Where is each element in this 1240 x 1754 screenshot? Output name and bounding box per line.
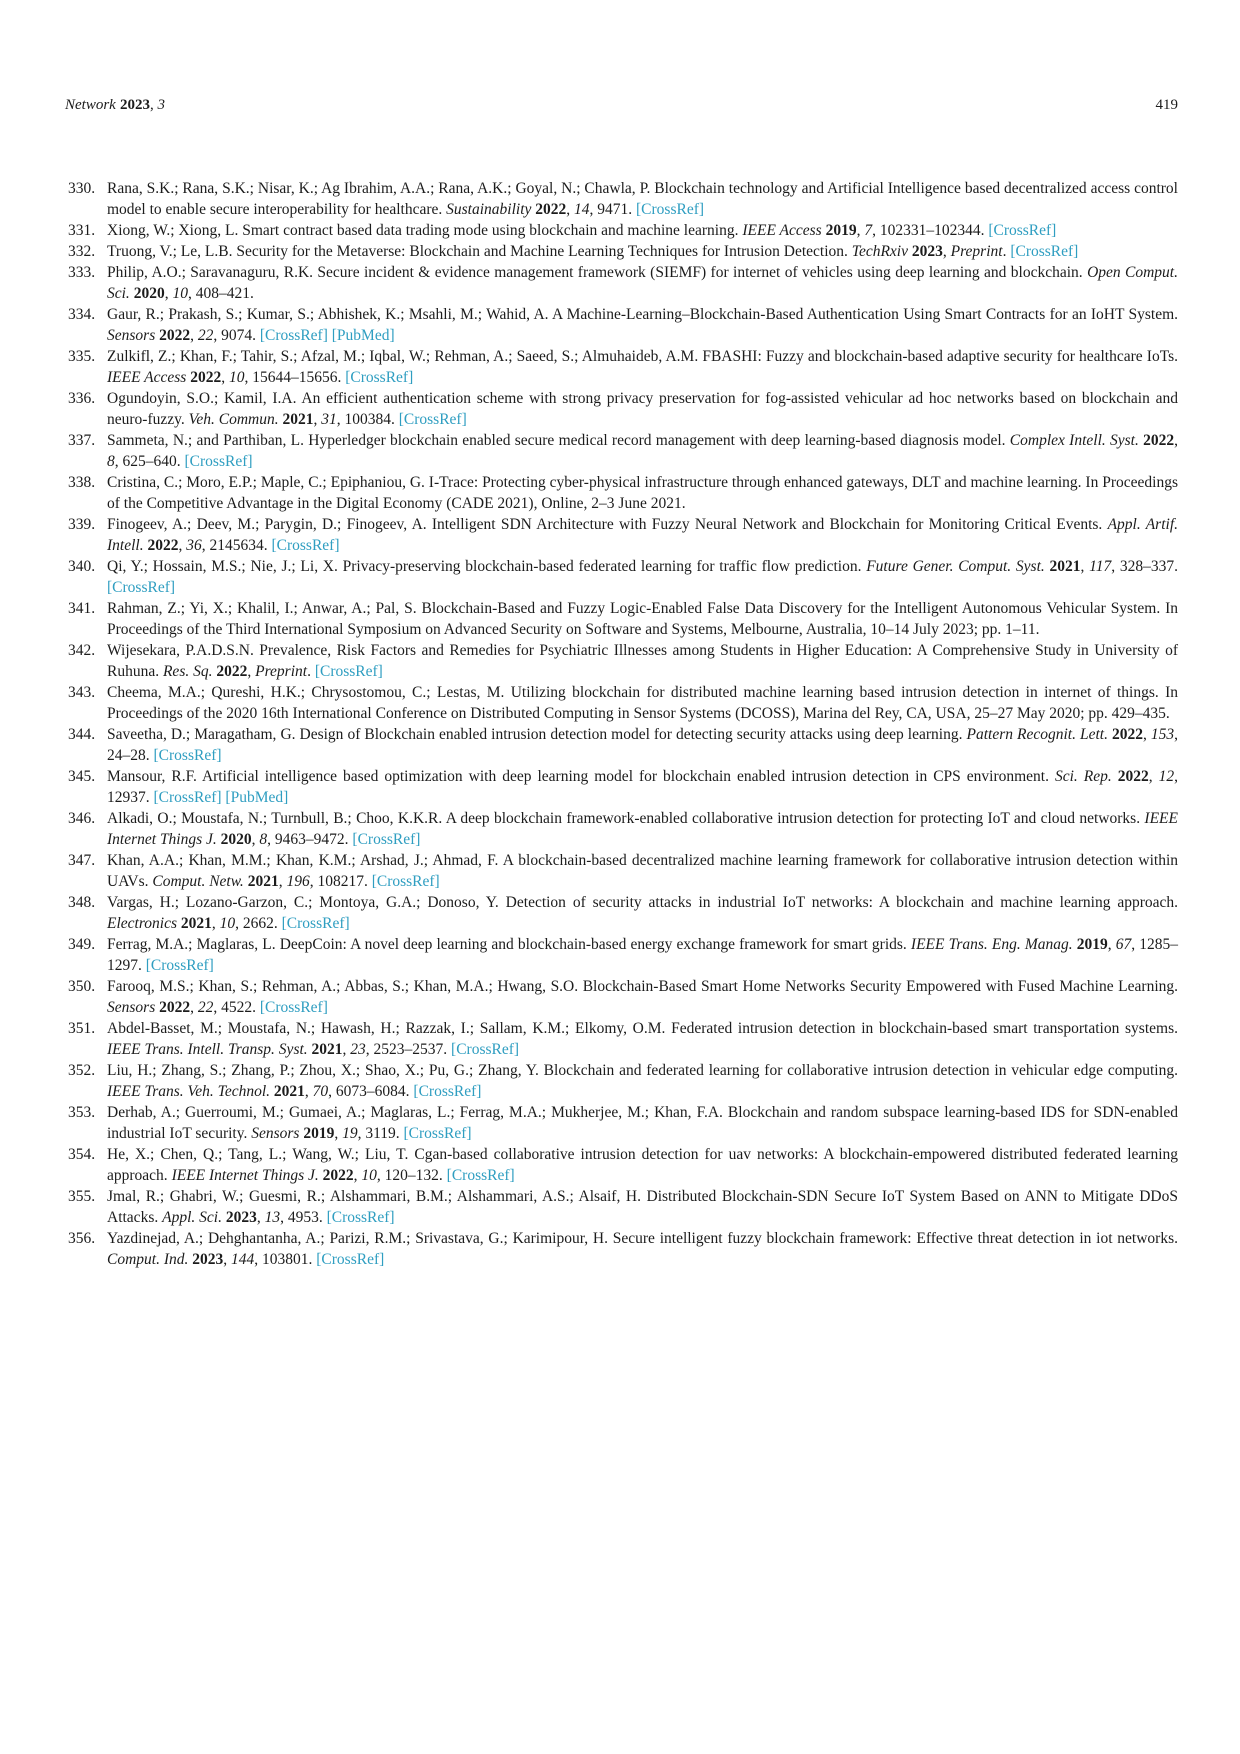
reference-plain-text: ,	[1148, 768, 1159, 785]
reference-text	[107, 514, 1178, 556]
crossref-link[interactable]: [CrossRef]	[326, 1209, 395, 1226]
reference-year: 2022	[147, 537, 179, 554]
reference-plain-text: Truong, V.; Le, L.B. Security for the Metaverse: Blockchain and Machine Learning Techniques for Intrusion Detection.	[107, 243, 852, 260]
reference-item	[68, 178, 1178, 220]
crossref-link[interactable]: [CrossRef]	[314, 663, 383, 680]
crossref-link[interactable]: [CrossRef]	[413, 1083, 482, 1100]
reference-year: 2019	[1076, 936, 1108, 953]
reference-number: 339.	[68, 516, 96, 533]
reference-plain-text: Xiong, W.; Xiong, L. Smart contract based data trading mode using blockchain and machine learning.	[107, 222, 743, 239]
reference-number: 341.	[68, 600, 96, 617]
reference-plain-text: , 103801.	[254, 1251, 317, 1268]
reference-plain-text: .	[307, 663, 315, 680]
reference-number: 334.	[68, 306, 96, 323]
reference-year: 2022	[159, 999, 191, 1016]
reference-italic-text: 36	[186, 537, 202, 554]
reference-italic-text: IEEE Access	[107, 369, 187, 386]
crossref-link[interactable]: [CrossRef]	[345, 369, 414, 386]
reference-plain-text: ,	[342, 1041, 351, 1058]
crossref-link[interactable]: [CrossRef]	[446, 1167, 515, 1184]
reference-plain-text: ,	[164, 285, 173, 302]
reference-plain-text: , 102331–102344.	[872, 222, 989, 239]
crossref-link[interactable]: [CrossRef]	[259, 327, 328, 344]
reference-text	[107, 1060, 1178, 1102]
reference-plain-text: Cristina, C.; Moro, E.P.; Maple, C.; Epiphaniou, G. I-Trace: Protecting cyber-physical infrastructure through enhanced gateways, DLT and machine learning. In Proceedings of the Competitive Advantage in the Digital Economy (CADE 2021), Online, 2–3 June 2021.	[107, 474, 1178, 512]
reference-item	[68, 934, 1178, 976]
reference-italic-text: 67	[1115, 936, 1132, 953]
reference-year: 2020	[220, 831, 252, 848]
reference-plain-text: ,	[334, 1125, 343, 1142]
reference-item	[68, 976, 1178, 1018]
reference-item	[68, 556, 1178, 598]
reference-list	[68, 178, 1178, 1270]
reference-item	[68, 346, 1178, 388]
reference-italic-text: 10	[228, 369, 245, 386]
reference-italic-text: Res. Sq.	[162, 663, 213, 680]
reference-year: 2021	[1049, 558, 1081, 575]
reference-text	[107, 304, 1178, 346]
reference-number: 348.	[68, 894, 96, 911]
reference-item	[68, 724, 1178, 766]
reference-plain-text: , 3119.	[357, 1125, 404, 1142]
reference-year: 2022	[216, 663, 248, 680]
reference-year: 2022	[1117, 768, 1149, 785]
reference-text	[107, 220, 1178, 241]
reference-number: 355.	[68, 1188, 96, 1205]
reference-text	[107, 934, 1178, 976]
reference-plain-text: Vargas, H.; Lozano-Garzon, C.; Montoya, G.A.; Donoso, Y. Detection of security attacks in industrial IoT networks: A blockchain and machine learning approach.	[107, 894, 1178, 911]
reference-text	[107, 640, 1178, 682]
reference-number: 352.	[68, 1062, 96, 1079]
reference-italic-text: Open Comput. Sci.	[107, 264, 1178, 302]
reference-item	[68, 808, 1178, 850]
reference-italic-text: Future Gener. Comput. Syst.	[866, 558, 1045, 575]
reference-plain-text: Alkadi, O.; Moustafa, N.; Turnbull, B.; Choo, K.K.R. A deep blockchain framework-enabled collaborative intrusion detection for protecting IoT and cloud networks.	[107, 810, 1145, 827]
reference-plain-text: , 9074.	[213, 327, 260, 344]
reference-text	[107, 1018, 1178, 1060]
reference-number: 340.	[68, 558, 96, 575]
reference-italic-text: IEEE Trans. Eng. Manag.	[910, 936, 1073, 953]
reference-year: 2019	[303, 1125, 335, 1142]
reference-italic-text: 70	[312, 1083, 329, 1100]
reference-year: 2023	[192, 1251, 224, 1268]
reference-item	[68, 220, 1178, 241]
running-head	[65, 97, 165, 114]
reference-italic-text: 153	[1150, 726, 1175, 743]
reference-plain-text: Rahman, Z.; Yi, X.; Khalil, I.; Anwar, A.; Pal, S. Blockchain-Based and Fuzzy Logic-Enabled False Data Discovery for the Intelligent Autonomous Vehicular System. In Proceedings of the Third International Symposium on Advanced Security on Software and Systems, Melbourne, Australia, 10–14 July 2023; pp. 1–11.	[107, 600, 1178, 638]
reference-number: 331.	[68, 222, 96, 239]
reference-item	[68, 262, 1178, 304]
reference-plain-text: ,	[223, 1251, 231, 1268]
journal-volume: 3	[157, 97, 166, 113]
reference-plain-text: Liu, H.; Zhang, S.; Zhang, P.; Zhou, X.; Shao, X.; Pu, G.; Zhang, Y. Blockchain and federated learning for collaborative intrusion detection in vehicular edge computing.	[107, 1062, 1178, 1079]
reference-text	[107, 682, 1178, 724]
crossref-link[interactable]: [CrossRef]	[153, 747, 222, 764]
reference-italic-text: Preprint	[255, 663, 308, 680]
reference-italic-text: 7	[864, 222, 873, 239]
reference-italic-text: TechRxiv	[851, 243, 908, 260]
reference-italic-text: 8	[259, 831, 268, 848]
reference-plain-text: .	[1002, 243, 1011, 260]
reference-plain-text: , 12937.	[107, 768, 1179, 806]
reference-italic-text: Comput. Ind.	[107, 1251, 189, 1268]
reference-italic-text: 19	[342, 1125, 358, 1142]
reference-plain-text: , 2145634.	[201, 537, 272, 554]
reference-number: 332.	[68, 243, 96, 260]
reference-plain-text: ,	[1174, 432, 1179, 449]
reference-year: 2023	[225, 1209, 257, 1226]
reference-italic-text: Electronics	[107, 915, 178, 932]
reference-year: 2021	[247, 873, 279, 890]
reference-item	[68, 850, 1178, 892]
reference-number: 333.	[68, 264, 96, 281]
reference-italic-text: 117	[1089, 558, 1112, 575]
reference-text	[107, 472, 1178, 514]
reference-number: 335.	[68, 348, 96, 365]
reference-text	[107, 976, 1178, 1018]
reference-item	[68, 430, 1178, 472]
crossref-link[interactable]: [CrossRef]	[259, 999, 328, 1016]
reference-plain-text: Yazdinejad, A.; Dehghantanha, A.; Parizi, R.M.; Srivastava, G.; Karimipour, H. Secure intelligent fuzzy blockchain framework: Effective threat detection in iot networks.	[107, 1230, 1178, 1247]
reference-italic-text: 31	[321, 411, 337, 428]
crossref-link[interactable]: [CrossRef]	[1010, 243, 1079, 260]
reference-plain-text: Khan, A.A.; Khan, M.M.; Khan, K.M.; Arshad, J.; Ahmad, F. A blockchain-based decentralized machine learning framework for collaborative intrusion detection within UAVs.	[107, 852, 1178, 890]
reference-text	[107, 1228, 1178, 1270]
reference-plain-text: , 108217.	[309, 873, 372, 890]
reference-text	[107, 346, 1178, 388]
reference-item	[68, 1228, 1178, 1270]
reference-plain-text: , 9471.	[589, 201, 636, 218]
reference-plain-text: , 6073–6084.	[328, 1083, 414, 1100]
crossref-link[interactable]: [CrossRef]	[153, 789, 222, 806]
journal-name: Network	[65, 97, 116, 113]
reference-plain-text: ,	[178, 537, 187, 554]
reference-item	[68, 1018, 1178, 1060]
reference-plain-text: Jmal, R.; Ghabri, W.; Guesmi, R.; Alshammari, B.M.; Alshammari, A.S.; Alsaif, H. Distributed Blockchain-SDN Secure IoT System Based on ANN to Mitigate DDoS Attacks.	[107, 1188, 1178, 1226]
reference-plain-text: ,	[1107, 936, 1116, 953]
reference-plain-text: Zulkifl, Z.; Khan, F.; Tahir, S.; Afzal, M.; Iqbal, W.; Rehman, A.; Saeed, S.; Almuhaideb, A.M. FBASHI: Fuzzy and blockchain-based adaptive security for healthcare IoTs.	[107, 348, 1178, 365]
reference-number: 346.	[68, 810, 96, 827]
reference-plain-text: , 120–132.	[376, 1167, 447, 1184]
reference-item	[68, 472, 1178, 514]
reference-plain-text: ,	[313, 411, 322, 428]
reference-number: 342.	[68, 642, 96, 659]
page-number: 419	[1155, 97, 1178, 113]
reference-plain-text: ,	[211, 915, 220, 932]
reference-plain-text: ,	[247, 663, 256, 680]
reference-item	[68, 1060, 1178, 1102]
reference-text	[107, 766, 1178, 808]
reference-plain-text: Cheema, M.A.; Qureshi, H.K.; Chrysostomou, C.; Lestas, M. Utilizing blockchain for distributed machine learning based intrusion detection in internet of things. In Proceedings of the 2020 16th International Conference on Distributed Computing in Sensor Systems (DCOSS), Marina del Rey, CA, USA, 25–27 May 2020; pp. 429–435.	[107, 684, 1178, 722]
reference-number: 351.	[68, 1020, 96, 1037]
reference-plain-text: Ogundoyin, S.O.; Kamil, I.A. An efficient authentication scheme with strong privacy preservation for fog-assisted vehicular ad hoc networks based on blockchain and neuro-fuzzy.	[107, 390, 1178, 428]
reference-italic-text: IEEE Trans. Intell. Transp. Syst.	[107, 1041, 308, 1058]
reference-italic-text: Sci. Rep.	[1054, 768, 1112, 785]
reference-italic-text: IEEE Trans. Veh. Technol.	[107, 1083, 271, 1100]
crossref-link[interactable]: [CrossRef]	[316, 1251, 385, 1268]
reference-text	[107, 178, 1178, 220]
reference-italic-text: 8	[107, 453, 115, 470]
reference-item	[68, 892, 1178, 934]
reference-plain-text: Sammeta, N.; and Parthiban, L. Hyperledger blockchain enabled secure medical record management with deep learning-based diagnosis model.	[107, 432, 1010, 449]
reference-year: 2022	[1143, 432, 1175, 449]
reference-year: 2023	[911, 243, 943, 260]
reference-italic-text: IEEE Internet Things J.	[171, 1167, 319, 1184]
reference-plain-text: ,	[190, 999, 198, 1016]
reference-text	[107, 430, 1178, 472]
reference-plain-text: Farooq, M.S.; Khan, S.; Rehman, A.; Abbas, S.; Khan, M.A.; Hwang, S.O. Blockchain-Based Smart Home Networks Security Empowered with Fused Machine Learning.	[107, 978, 1178, 995]
reference-italic-text: 14	[574, 201, 590, 218]
reference-text	[107, 892, 1178, 934]
reference-italic-text: 144	[231, 1251, 255, 1268]
reference-year: 2020	[133, 285, 165, 302]
reference-plain-text: , 9463–9472.	[267, 831, 353, 848]
reference-plain-text: Gaur, R.; Prakash, S.; Kumar, S.; Abhishek, K.; Msahli, M.; Wahid, A. A Machine-Learning–Blockchain-Based Authentication Using Smart Contracts for an IoHT System.	[107, 306, 1178, 323]
journal-year: 2023	[120, 97, 151, 113]
reference-item	[68, 1102, 1178, 1144]
reference-text	[107, 388, 1178, 430]
page-header	[65, 97, 1178, 114]
reference-italic-text: Appl. Artif. Intell.	[107, 516, 1178, 554]
reference-plain-text: ,	[190, 327, 198, 344]
reference-year: 2019	[825, 222, 857, 239]
reference-italic-text: Sensors	[107, 327, 156, 344]
reference-plain-text: , 2662.	[235, 915, 282, 932]
reference-text	[107, 1186, 1178, 1228]
reference-italic-text: 22	[197, 327, 214, 344]
reference-plain-text: Qi, Y.; Hossain, M.S.; Nie, J.; Li, X. Privacy-preserving blockchain-based federated learning for traffic flow prediction.	[107, 558, 867, 575]
reference-year: 2021	[180, 915, 212, 932]
crossref-link[interactable]: [CrossRef]	[371, 873, 440, 890]
reference-plain-text: , 100384.	[336, 411, 399, 428]
reference-plain-text: ,	[856, 222, 865, 239]
reference-number: 336.	[68, 390, 96, 407]
reference-plain-text: He, X.; Chen, Q.; Tang, L.; Wang, W.; Liu, T. Cgan-based collaborative intrusion detection for uav networks: A blockchain-empowered distributed federated learning approach.	[107, 1146, 1178, 1184]
reference-item	[68, 1144, 1178, 1186]
reference-number: 338.	[68, 474, 96, 491]
reference-item	[68, 514, 1178, 556]
reference-italic-text: Sensors	[251, 1125, 300, 1142]
reference-text	[107, 241, 1178, 262]
pubmed-link[interactable]: [PubMed]	[225, 789, 289, 806]
reference-year: 2022	[535, 201, 567, 218]
reference-italic-text: Sustainability	[446, 201, 532, 218]
reference-italic-text: Veh. Commun.	[188, 411, 279, 428]
reference-text	[107, 808, 1178, 850]
reference-year: 2022	[322, 1167, 354, 1184]
reference-italic-text: Appl. Sci.	[162, 1209, 222, 1226]
reference-item	[68, 640, 1178, 682]
reference-year: 2022	[190, 369, 222, 386]
reference-number: 353.	[68, 1104, 96, 1121]
reference-plain-text: Abdel-Basset, M.; Moustafa, N.; Hawash, H.; Razzak, I.; Sallam, K.M.; Elkomy, O.M. Federated intrusion detection in blockchain-based smart transportation systems.	[107, 1020, 1178, 1037]
reference-number: 349.	[68, 936, 96, 953]
crossref-link[interactable]: [CrossRef]	[271, 537, 340, 554]
reference-plain-text: Wijesekara, P.A.D.S.N. Prevalence, Risk Factors and Remedies for Psychiatric Illnesses among Students in Higher Education: A Comprehensive Study in University of Ruhuna.	[107, 642, 1178, 680]
crossref-link[interactable]: [CrossRef]	[398, 411, 467, 428]
crossref-link[interactable]: [CrossRef]	[403, 1125, 472, 1142]
reference-plain-text: ,	[278, 873, 287, 890]
reference-item	[68, 1186, 1178, 1228]
reference-year: 2021	[311, 1041, 343, 1058]
reference-plain-text: , 328–337.	[1111, 558, 1179, 575]
journal-separator: ,	[150, 97, 158, 113]
reference-year: 2022	[1111, 726, 1143, 743]
reference-item	[68, 304, 1178, 346]
reference-number: 345.	[68, 768, 96, 785]
crossref-link[interactable]: [CrossRef]	[107, 579, 176, 596]
reference-plain-text: , 4522.	[213, 999, 260, 1016]
reference-item	[68, 388, 1178, 430]
reference-plain-text: Philip, A.O.; Saravanaguru, R.K. Secure incident & evidence management framework (SIEMF) for internet of vehicles using deep learning and blockchain.	[107, 264, 1088, 281]
reference-italic-text: Pattern Recognit. Lett.	[966, 726, 1108, 743]
reference-plain-text: Ferrag, M.A.; Maglaras, L. DeepCoin: A novel deep learning and blockchain-based energy exchange framework for smart grids.	[107, 936, 911, 953]
reference-plain-text: ,	[221, 369, 229, 386]
crossref-link[interactable]: [CrossRef]	[281, 915, 350, 932]
reference-number: 350.	[68, 978, 96, 995]
crossref-link[interactable]: [CrossRef]	[352, 831, 421, 848]
crossref-link[interactable]: [CrossRef]	[145, 957, 214, 974]
reference-italic-text: 10	[219, 915, 236, 932]
reference-plain-text: , 2523–2537.	[365, 1041, 452, 1058]
reference-plain-text: ,	[251, 831, 260, 848]
reference-plain-text: ,	[1142, 726, 1151, 743]
reference-plain-text: Derhab, A.; Guerroumi, M.; Gumaei, A.; Maglaras, L.; Ferrag, M.A.; Mukherjee, M.; Khan, F.A. Blockchain and random subspace learning-based IDS for SDN-enabled industrial IoT security.	[107, 1104, 1178, 1142]
reference-text	[107, 1144, 1178, 1186]
reference-plain-text: ,	[353, 1167, 362, 1184]
reference-plain-text: , 408–421.	[187, 285, 254, 302]
crossref-link[interactable]: [CrossRef]	[636, 201, 705, 218]
reference-text	[107, 850, 1178, 892]
reference-item	[68, 598, 1178, 640]
reference-text	[107, 1102, 1178, 1144]
reference-number: 337.	[68, 432, 96, 449]
reference-plain-text: ,	[304, 1083, 313, 1100]
crossref-link[interactable]: [CrossRef]	[988, 222, 1057, 239]
reference-year: 2021	[273, 1083, 305, 1100]
reference-italic-text: 12	[1158, 768, 1175, 785]
reference-plain-text: , 15644–15656.	[244, 369, 346, 386]
reference-italic-text: Preprint	[950, 243, 1003, 260]
reference-italic-text: Comput. Netw.	[152, 873, 244, 890]
reference-plain-text: Finogeev, A.; Deev, M.; Parygin, D.; Finogeev, A. Intelligent SDN Architecture with Fuzzy Neural Network and Blockchain for Monitoring Critical Events.	[107, 516, 1108, 533]
reference-italic-text: 23	[350, 1041, 366, 1058]
reference-number: 330.	[68, 180, 96, 197]
reference-plain-text: ,	[942, 243, 951, 260]
reference-plain-text: Mansour, R.F. Artificial intelligence based optimization with deep learning model for blockchain enabled intrusion detection in CPS environment.	[107, 768, 1055, 785]
reference-text	[107, 262, 1178, 304]
reference-plain-text: Saveetha, D.; Maragatham, G. Design of Blockchain enabled intrusion detection model for detecting security attacks using deep learning.	[107, 726, 967, 743]
reference-text	[107, 724, 1178, 766]
reference-text	[107, 598, 1178, 640]
reference-italic-text: Sensors	[107, 999, 156, 1016]
reference-item	[68, 241, 1178, 262]
reference-italic-text: 13	[264, 1209, 281, 1226]
reference-number: 347.	[68, 852, 96, 869]
reference-plain-text: , 1285–1297.	[107, 936, 1179, 974]
reference-plain-text: ,	[256, 1209, 265, 1226]
reference-text	[107, 556, 1178, 598]
reference-plain-text: , 625–640.	[114, 453, 185, 470]
reference-italic-text: Complex Intell. Syst.	[1009, 432, 1139, 449]
reference-number: 356.	[68, 1230, 96, 1247]
reference-italic-text: 196	[286, 873, 310, 890]
crossref-link[interactable]: [CrossRef]	[184, 453, 253, 470]
reference-year: 2021	[282, 411, 314, 428]
reference-item	[68, 766, 1178, 808]
reference-plain-text: , 4953.	[280, 1209, 327, 1226]
reference-number: 354.	[68, 1146, 96, 1163]
reference-number: 343.	[68, 684, 96, 701]
pubmed-link[interactable]: [PubMed]	[331, 327, 395, 344]
reference-plain-text: , 24–28.	[107, 726, 1178, 764]
reference-plain-text: ,	[1080, 558, 1090, 575]
reference-italic-text: 22	[197, 999, 214, 1016]
reference-number: 344.	[68, 726, 96, 743]
reference-italic-text: 10	[172, 285, 188, 302]
crossref-link[interactable]: [CrossRef]	[451, 1041, 520, 1058]
reference-plain-text: ,	[566, 201, 574, 218]
reference-item	[68, 682, 1178, 724]
reference-plain-text: Rana, S.K.; Rana, S.K.; Nisar, K.; Ag Ibrahim, A.A.; Rana, A.K.; Goyal, N.; Chawla, P. Blockchain technology and Artificial Intelligence based decentralized access control model to enable secure interoperability for healthcare.	[107, 180, 1178, 218]
reference-year: 2022	[159, 327, 191, 344]
reference-italic-text: IEEE Access	[742, 222, 822, 239]
reference-italic-text: IEEE Internet Things J.	[107, 810, 1178, 848]
reference-italic-text: 10	[361, 1167, 377, 1184]
